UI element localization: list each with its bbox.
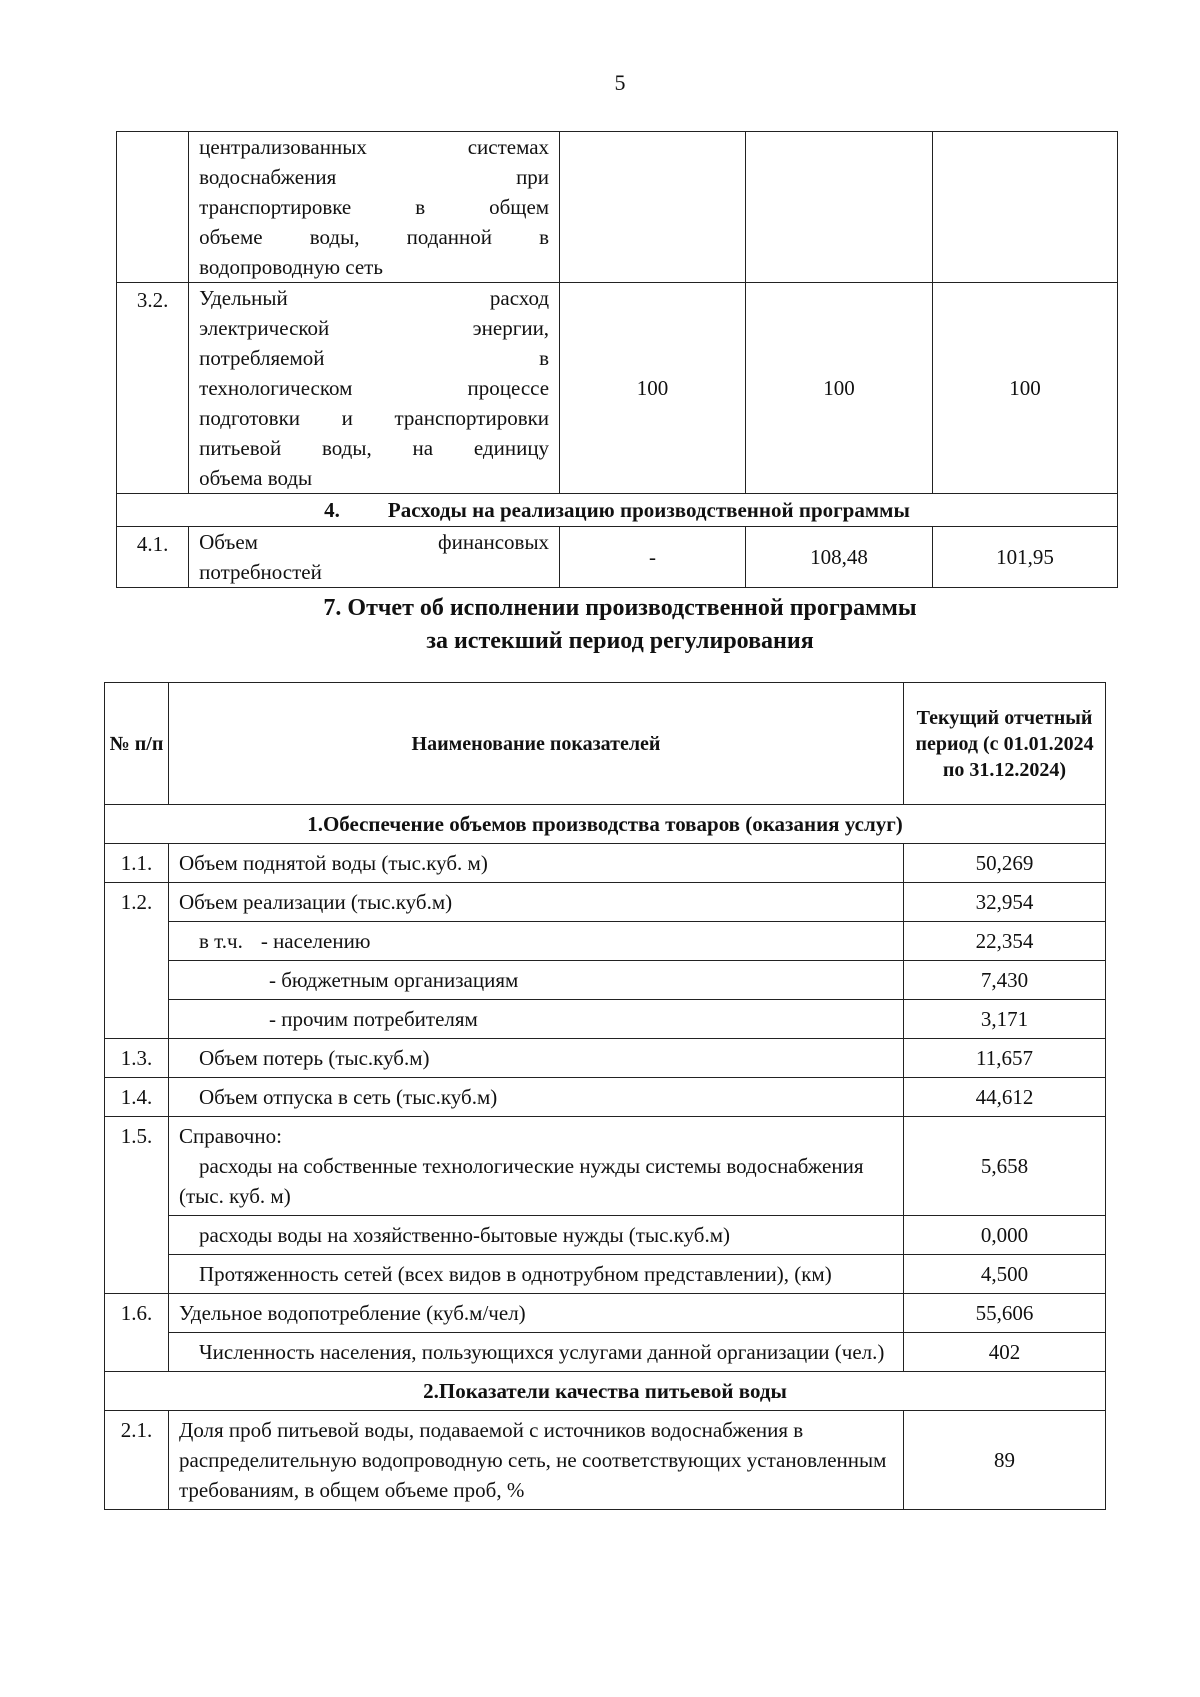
description-line: технологическом процессе: [199, 376, 550, 400]
row-number: [117, 132, 189, 283]
indicator-prefix: в т.ч.: [199, 929, 243, 953]
row-number: 2.1.: [105, 1411, 169, 1510]
row-description: [189, 132, 560, 283]
section-row: [105, 1372, 1106, 1411]
description-line: объеме воды, поданной в: [199, 225, 550, 249]
row-number: 3.2.: [117, 283, 189, 494]
indicator-value: 50,269: [904, 844, 1106, 883]
table-row: [105, 1117, 1106, 1216]
indicator-name: Доля проб питьевой воды, подаваемой с источников водоснабжения в распределительную водопроводную сеть, не соответствующих установленным требованиям, в общем объеме проб, %: [169, 1411, 904, 1510]
table-row: [105, 1000, 1106, 1039]
indicator-name: [169, 1117, 904, 1216]
description-line: потребляемой в: [199, 346, 550, 370]
row-value: 108,48: [746, 527, 933, 588]
indicator-value: 22,354: [904, 922, 1106, 961]
description-line: объема воды: [199, 466, 313, 490]
indicator-value: 55,606: [904, 1294, 1106, 1333]
indicator-name: Удельное водопотребление (куб.м/чел): [169, 1294, 904, 1333]
page-number: 5: [614, 70, 626, 95]
row-number: 1.6.: [105, 1294, 169, 1372]
indicator-name: Объем потерь (тыс.куб.м): [169, 1039, 904, 1078]
description-line: питьевой воды, на единицу: [199, 436, 550, 460]
header-num: № п/п: [105, 683, 169, 805]
indicator-name: Протяженность сетей (всех видов в однотрубном представлении), (км): [169, 1255, 904, 1294]
table-row: [105, 961, 1106, 1000]
table-row: [105, 922, 1106, 961]
indicator-name: - прочим потребителям: [169, 1000, 904, 1039]
row-number: 1.5.: [105, 1117, 169, 1294]
description-line: электрической энергии,: [199, 316, 550, 340]
description-line: Объем финансовых: [199, 530, 550, 554]
description-line: Удельный расход: [199, 286, 550, 310]
table-row: [117, 527, 1118, 588]
table-row: [105, 1294, 1106, 1333]
header-period: Текущий отчетный период (с 01.01.2024 по 31.12.2024): [904, 683, 1106, 805]
description-line: централизованных системах: [199, 135, 550, 159]
indicator-text: расходы на собственные технологические нужды системы водоснабжения (тыс. куб. м): [179, 1154, 864, 1208]
row-value: [933, 132, 1118, 283]
section-heading: 1.Обеспечение объемов производства товаров (оказания услуг): [105, 805, 1106, 844]
section-row: [105, 805, 1106, 844]
section-heading: [117, 494, 1118, 527]
indicator-value: 11,657: [904, 1039, 1106, 1078]
indicator-name: Численность населения, пользующихся услугами данной организации (чел.): [169, 1333, 904, 1372]
table-row: [105, 1078, 1106, 1117]
row-value: 100: [933, 283, 1118, 494]
row-value: [560, 132, 746, 283]
report-title-line-1: 7. Отчет об исполнении производственной программы: [323, 595, 917, 621]
row-value: [746, 132, 933, 283]
description-line: потребностей: [199, 560, 322, 584]
indicator-value: 3,171: [904, 1000, 1106, 1039]
indicator-value: 0,000: [904, 1216, 1106, 1255]
indicator-name: [169, 922, 904, 961]
description-line: водоснабжения при: [199, 165, 550, 189]
table-row: [105, 1039, 1106, 1078]
description-line: водопроводную сеть: [199, 255, 383, 279]
indicator-text: - населению: [260, 929, 371, 953]
report-header-row: [105, 683, 1106, 805]
table-row: [105, 1333, 1106, 1372]
indicator-name: - бюджетным организациям: [169, 961, 904, 1000]
row-value: 100: [560, 283, 746, 494]
table-row: [117, 132, 1118, 283]
row-value: -: [560, 527, 746, 588]
description-line: подготовки и транспортировки: [199, 406, 550, 430]
report-table: [104, 682, 1106, 1510]
table-row: [117, 283, 1118, 494]
row-value: 101,95: [933, 527, 1118, 588]
table-row: [105, 844, 1106, 883]
indicator-name: Объем поднятой воды (тыс.куб. м): [169, 844, 904, 883]
indicator-value: 402: [904, 1333, 1106, 1372]
description-line: транспортировке в общем: [199, 195, 550, 219]
report-title-line-2: за истекший период регулирования: [426, 628, 814, 654]
row-description: [189, 527, 560, 588]
section-text: Расходы на реализацию производственной программы: [387, 498, 910, 522]
section-number: 4.: [324, 498, 340, 522]
header-name: Наименование показателей: [169, 683, 904, 805]
indicator-heading: Справочно:: [179, 1124, 282, 1148]
row-number: 1.4.: [105, 1078, 169, 1117]
table-row: [105, 883, 1106, 922]
row-description: [189, 283, 560, 494]
table-row: [117, 494, 1118, 527]
row-number: 1.3.: [105, 1039, 169, 1078]
report-section-title: [0, 592, 1200, 658]
row-number: 1.2.: [105, 883, 169, 1039]
row-number: 1.1.: [105, 844, 169, 883]
table-row: [105, 1216, 1106, 1255]
table-row: [105, 1255, 1106, 1294]
indicator-value: 4,500: [904, 1255, 1106, 1294]
row-value: 100: [746, 283, 933, 494]
indicator-value: 7,430: [904, 961, 1106, 1000]
top-table: [116, 131, 1118, 588]
indicator-value: 89: [904, 1411, 1106, 1510]
table-row: [105, 1411, 1106, 1510]
row-number: 4.1.: [117, 527, 189, 588]
indicator-value: 44,612: [904, 1078, 1106, 1117]
indicator-value: 32,954: [904, 883, 1106, 922]
indicator-name: Объем реализации (тыс.куб.м): [169, 883, 904, 922]
indicator-value: 5,658: [904, 1117, 1106, 1216]
indicator-name: расходы воды на хозяйственно-бытовые нужды (тыс.куб.м): [169, 1216, 904, 1255]
indicator-name: Объем отпуска в сеть (тыс.куб.м): [169, 1078, 904, 1117]
section-heading: 2.Показатели качества питьевой воды: [105, 1372, 1106, 1411]
